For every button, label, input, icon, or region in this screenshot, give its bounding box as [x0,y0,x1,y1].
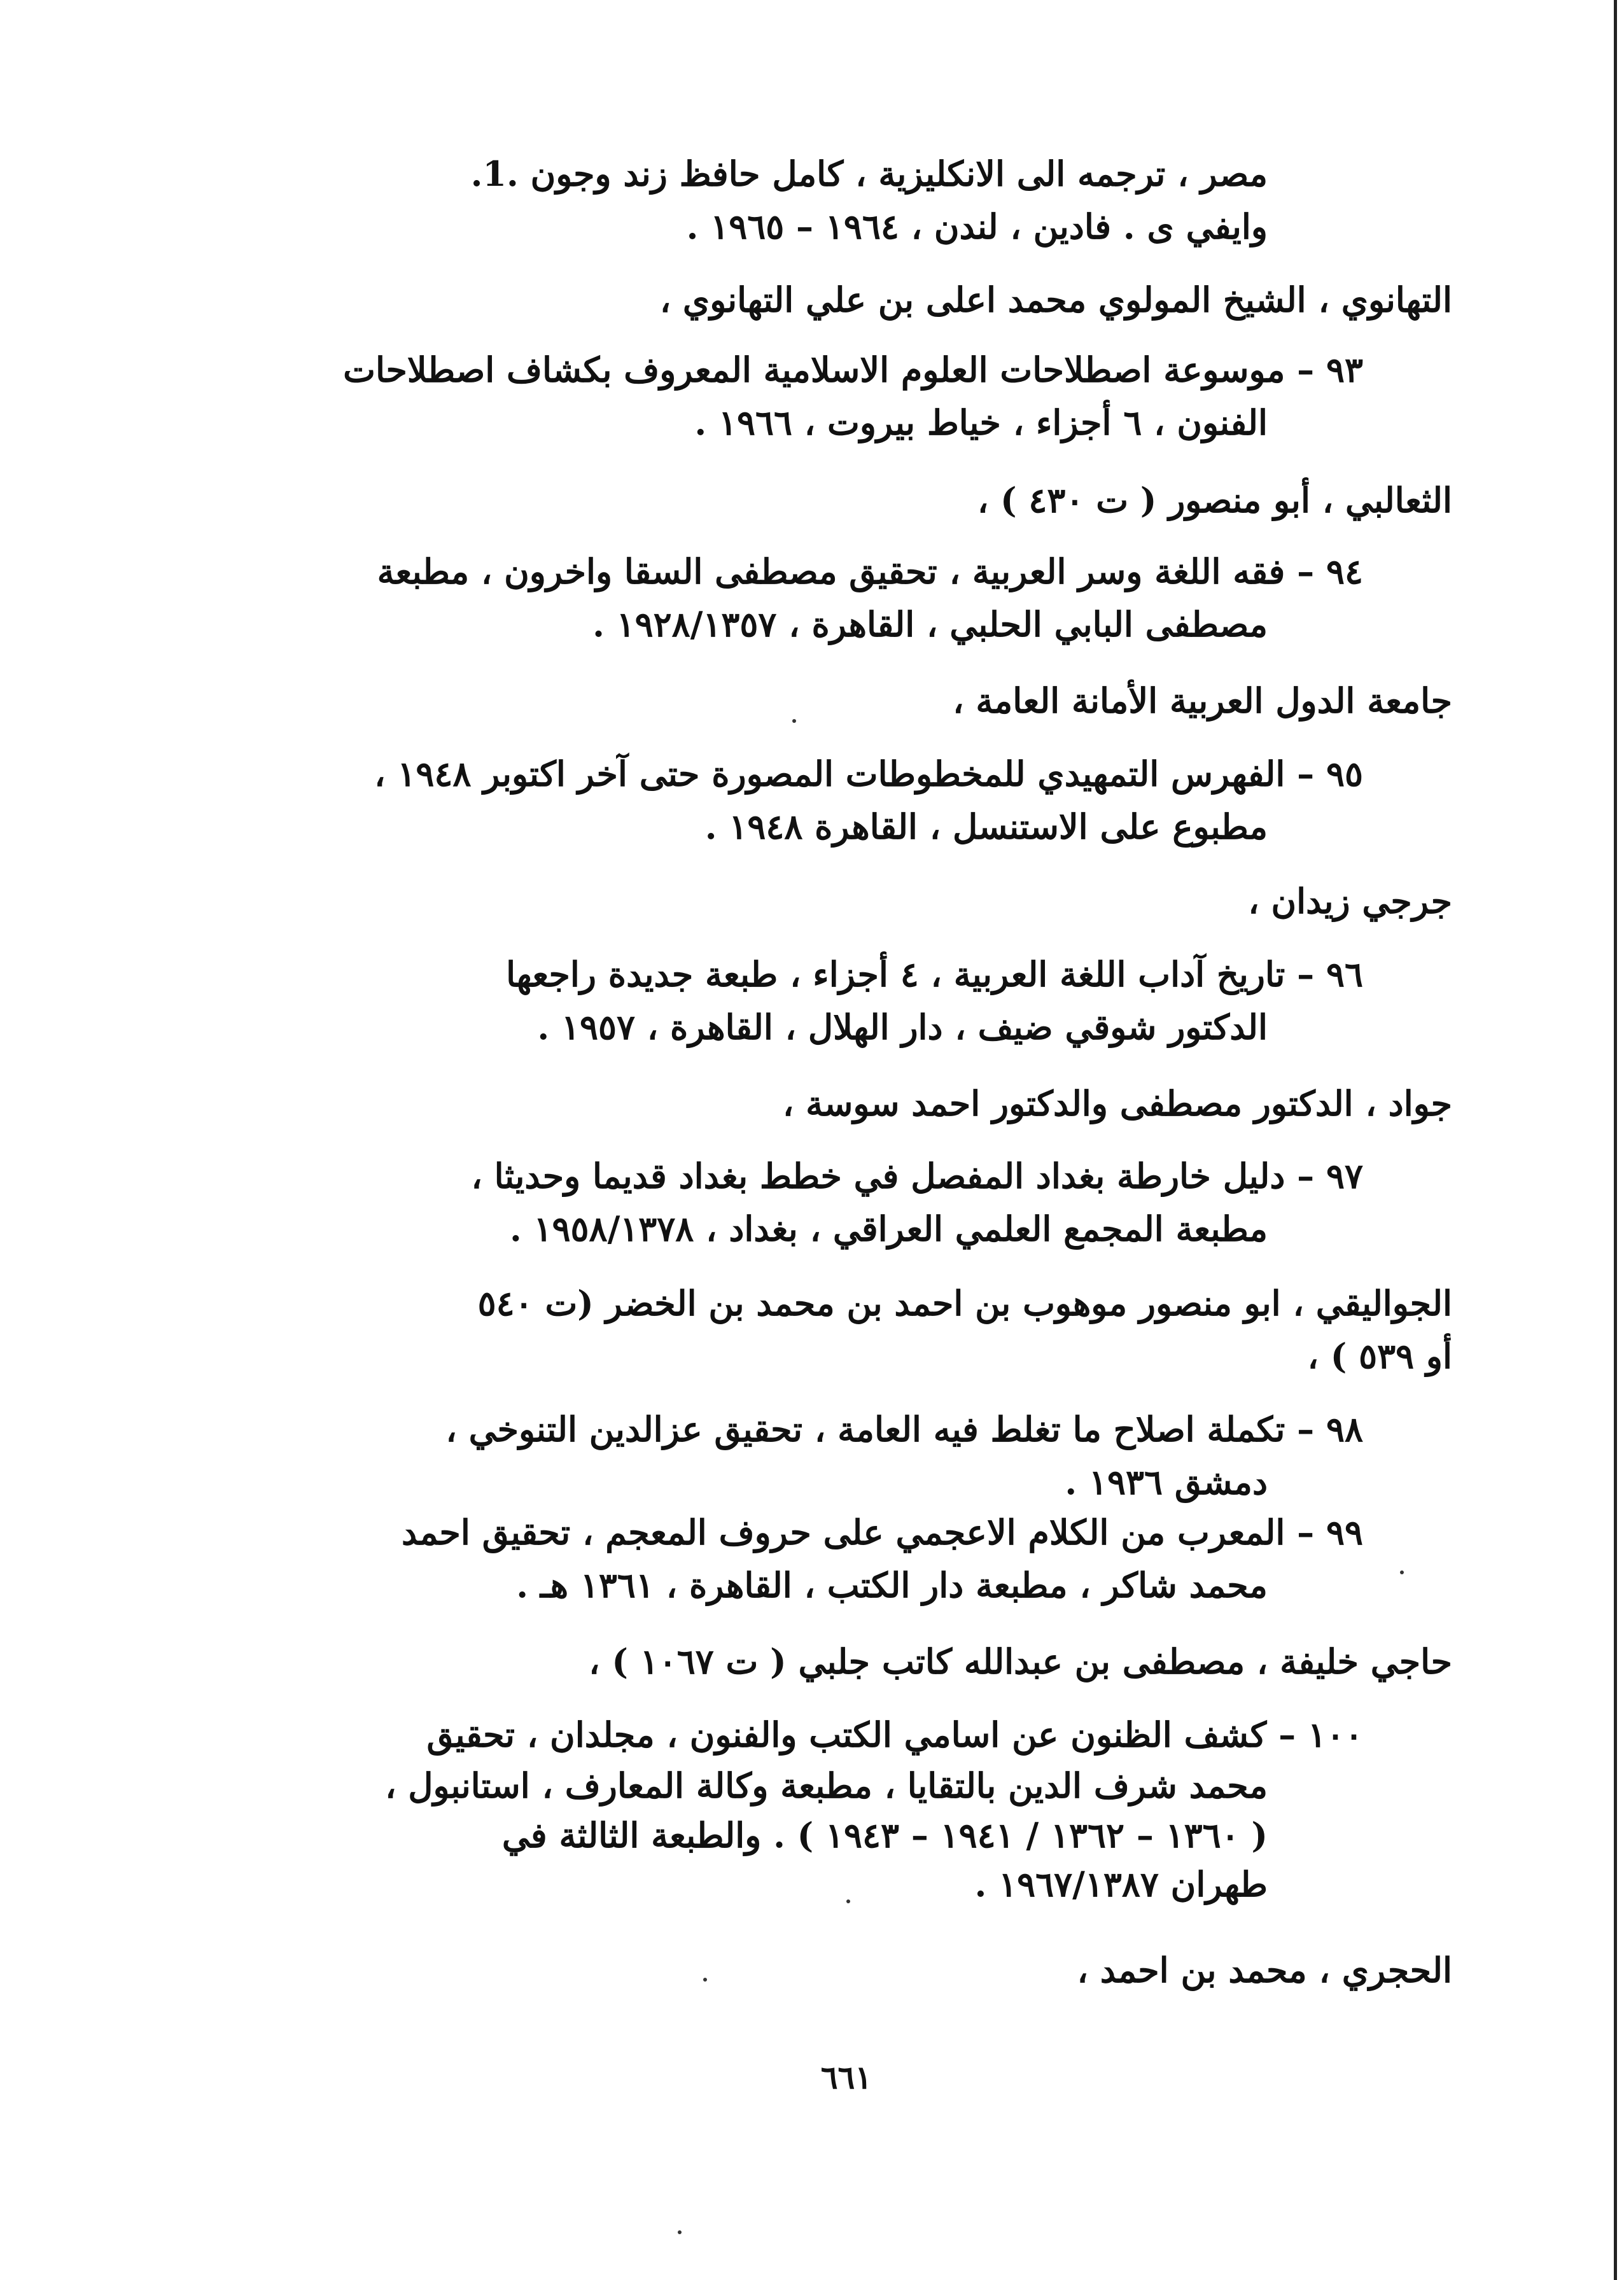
scan-speck [792,719,796,723]
author-heading-cont: أو ٥٣٩ ) ، [1307,1336,1452,1376]
scan-speck [703,1978,707,1982]
entry-94: ٩٤ – فقه اللغة وسر العربية ، تحقيق مصطفى السقا واخرون ، مطبعة [377,551,1363,592]
page-number: ٦٦١ [820,2059,872,2096]
entry-98: ٩٨ – تكملة اصلاح ما تغلط فيه العامة ، تحقيق عزالدين التنوخي ، [445,1409,1363,1450]
entry-line: مطبوع على الاستنسل ، القاهرة ١٩٤٨ . [704,806,1268,847]
entry-97: ٩٧ – دليل خارطة بغداد المفصل في خطط بغداد قديما وحديثا ، [471,1156,1363,1196]
entry-95: ٩٥ – الفهرس التمهيدي للمخطوطات المصورة حتى آخر اكتوبر ١٩٤٨ ، [374,753,1363,794]
entry-line: محمد شرف الدين بالتقايا ، مطبعة وكالة المعارف ، استانبول ، [385,1765,1268,1806]
author-heading: الجواليقي ، ابو منصور موهوب بن احمد بن محمد بن الخضر (ت ٥٤٠ [477,1283,1452,1324]
author-heading: التهانوي ، الشيخ المولوي محمد اعلى بن علي التهانوي ، [659,279,1452,320]
scan-speck [846,1899,850,1903]
entry-line: ( ١٣٦٠ – ١٣٦٢ / ١٩٤١ – ١٩٤٣ ) . والطبعة الثالثة في [501,1815,1268,1856]
entry-line: دمشق ١٩٣٦ . [1065,1462,1268,1502]
author-heading: حاجي خليفة ، مصطفى بن عبدالله كاتب جلبي ( ت ١٠٦٧ ) ، [589,1641,1452,1682]
entry-line: طهران ١٩٦٧/١٣٨٧ . [974,1864,1268,1905]
entry-line: الدكتور شوقي ضيف ، دار الهلال ، القاهرة ، ١٩٥٧ . [537,1007,1268,1047]
entry-line: وايفي ى . فادين ، لندن ، ١٩٦٤ – ١٩٦٥ . [686,206,1268,247]
author-heading: جرجي زيدان ، [1248,881,1452,921]
entry-line: مصطفى البابي الحلبي ، القاهرة ، ١٩٢٨/١٣٥٧ . [592,604,1268,645]
entry-100: ١٠٠ – كشف الظنون عن اسامي الكتب والفنون ، مجلدان ، تحقيق [426,1714,1363,1755]
scan-speck [678,2230,682,2234]
author-heading: الثعالبي ، أبو منصور ( ت ٤٣٠ ) ، [977,480,1452,521]
author-heading: جواد ، الدكتور مصطفى والدكتور احمد سوسة ، [782,1083,1452,1124]
author-heading: جامعة الدول العربية الأمانة العامة ، [953,680,1452,721]
entry-line: محمد شاكر ، مطبعة دار الكتب ، القاهرة ، ١٣٦١ هـ . [516,1565,1268,1605]
entry-line: مصر ، ترجمه الى الانكليزية ، كامل حافظ زند وجون .1. [470,153,1268,194]
entry-93: ٩٣ – موسوعة اصطلاحات العلوم الاسلامية المعروف بكشاف اصطلاحات [343,349,1363,390]
entry-line: مطبعة المجمع العلمي العراقي ، بغداد ، ١٩٥٨/١٣٧٨ . [509,1208,1268,1249]
author-heading: الحجري ، محمد بن احمد ، [1077,1950,1452,1990]
entry-96: ٩٦ – تاريخ آداب اللغة العربية ، ٤ أجزاء ، طبعة جديدة راجعها [506,954,1363,995]
scan-speck [1400,1570,1404,1574]
entry-line: الفنون ، ٦ أجزاء ، خياط بيروت ، ١٩٦٦ . [694,402,1268,443]
entry-99: ٩٩ – المعرب من الكلام الاعجمي على حروف المعجم ، تحقيق احمد [401,1512,1363,1553]
